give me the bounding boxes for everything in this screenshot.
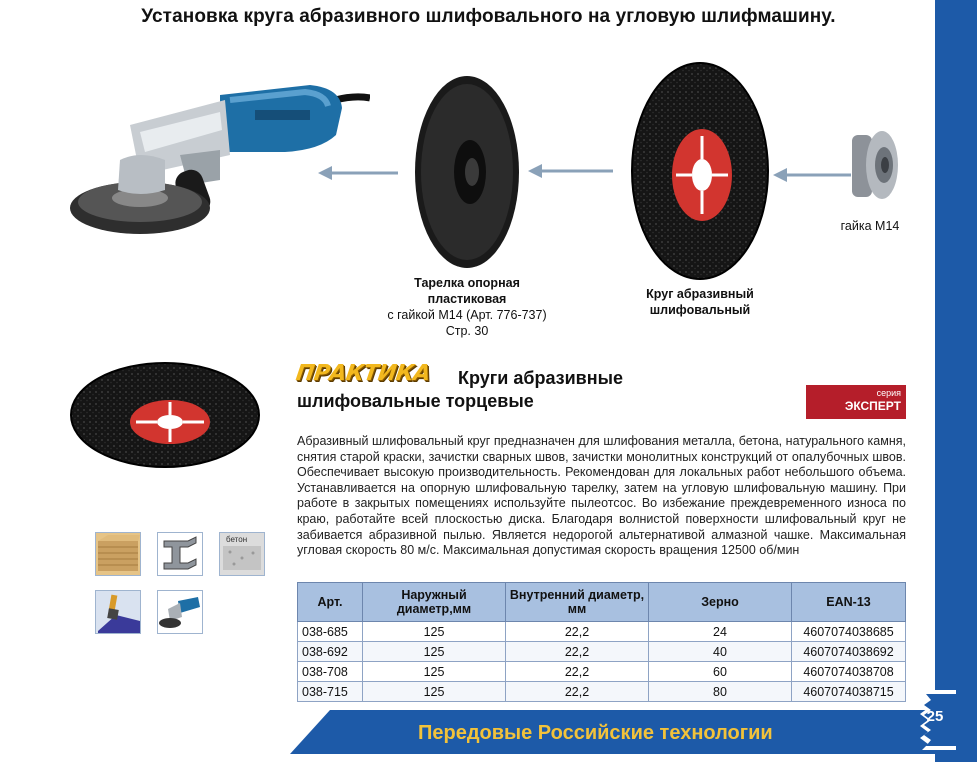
- angle-grinder-image: [70, 60, 370, 245]
- arrow-left-icon: [318, 166, 398, 180]
- concrete-label: бетон: [226, 535, 248, 544]
- wheel-caption-line1: Круг абразивный: [646, 287, 754, 301]
- table-row: [298, 642, 906, 662]
- col-header-ean: EAN-13: [792, 583, 906, 622]
- col-header-outer-diameter: Наружный диаметр,мм: [363, 583, 506, 622]
- nut-caption: гайка М14: [840, 219, 900, 233]
- product-description: Абразивный шлифовальный круг предназначен для шлифования металла, бетона, натурального камня, снятия старой краски, зачистки сварных швов, зачистки монолитных конструкций от опалубочных швов. Обеспечивает высокую производительность. Рекомендован для локальных работ небольшого объема. Устанавливается на опорную шлифовальную тарелку, затем на угловую шлифовальную машину. При работе в закрытых помещениях используйте пылеотсос. Во избежание преждевременного износа по краю, работайте всей плоскостью диска. Благодаря волнистой поверхности шлифовальный круг не забивается абразивной пылью. Является недорогой альтернативой алмазной чашке. Максимальная угловая скорость 80 м/с. Максимальная допустимая скорость вращения 12500 об/мин: [297, 434, 906, 558]
- series-name: ЭКСПЕРТ: [844, 399, 901, 413]
- plate-caption-line1: Тарелка опорная: [414, 276, 520, 290]
- table-row: [298, 622, 906, 642]
- cell-grit: 24: [649, 622, 792, 642]
- plate-caption-line4: Стр. 30: [445, 324, 489, 338]
- plate-caption: [372, 275, 562, 339]
- series-badge: [806, 385, 906, 419]
- cell-art: 038-685: [298, 622, 363, 642]
- col-header-grit: Зерно: [649, 583, 792, 622]
- concrete-material-icon: [219, 532, 265, 576]
- wheel-caption: [625, 286, 775, 318]
- plate-caption-line2: пластиковая: [427, 292, 507, 306]
- cell-outer-diameter: 125: [363, 622, 506, 642]
- brand-logo-text: ПРАКТИКА: [294, 361, 432, 386]
- brand-logo: [296, 361, 430, 386]
- product-wheel-image: [70, 360, 260, 470]
- angle-grinder-icon: [157, 590, 203, 634]
- nut-m14-image: [850, 125, 900, 205]
- abrasive-wheel-image: [630, 60, 770, 282]
- plate-caption-line3: с гайкой М14 (Арт. 776-737): [387, 308, 547, 322]
- footer-slogan: Передовые Российские технологии: [418, 722, 773, 744]
- page-number: 25: [926, 708, 944, 725]
- cell-inner-diameter: 22,2: [506, 642, 649, 662]
- product-title-line1: Круги абразивные: [458, 368, 624, 388]
- cell-ean: 4607074038708: [792, 662, 906, 682]
- cell-grit: 60: [649, 662, 792, 682]
- cell-outer-diameter: 125: [363, 682, 506, 702]
- backing-plate-image: [412, 72, 522, 272]
- spec-table-header: [298, 583, 906, 622]
- cell-outer-diameter: 125: [363, 642, 506, 662]
- series-label: серия: [876, 388, 901, 398]
- col-header-inner-diameter: Внутренний диаметр, мм: [506, 583, 649, 622]
- table-row: [298, 662, 906, 682]
- spec-table: [297, 582, 906, 702]
- cell-inner-diameter: 22,2: [506, 622, 649, 642]
- cell-art: 038-715: [298, 682, 363, 702]
- cell-ean: 4607074038715: [792, 682, 906, 702]
- arrow-left-icon: [528, 164, 613, 178]
- page-number-badge: [914, 690, 956, 750]
- metal-material-icon: [157, 532, 203, 576]
- col-header-art: Арт.: [298, 583, 363, 622]
- cell-ean: 4607074038692: [792, 642, 906, 662]
- cell-inner-diameter: 22,2: [506, 662, 649, 682]
- arrow-left-icon: [773, 168, 851, 182]
- wheel-caption-line2: шлифовальный: [649, 303, 751, 317]
- cell-grit: 40: [649, 642, 792, 662]
- cell-outer-diameter: 125: [363, 662, 506, 682]
- cell-inner-diameter: 22,2: [506, 682, 649, 702]
- wood-material-icon: [95, 532, 141, 576]
- product-title-line2: шлифовальные торцевые: [297, 391, 534, 411]
- right-edge-bar: [935, 0, 977, 762]
- page-title: Установка круга абразивного шлифовального на угловую шлифмашину.: [141, 6, 836, 27]
- cell-art: 038-708: [298, 662, 363, 682]
- cell-ean: 4607074038685: [792, 622, 906, 642]
- cell-grit: 80: [649, 682, 792, 702]
- cell-art: 038-692: [298, 642, 363, 662]
- paint-brush-icon: [95, 590, 141, 634]
- table-row: [298, 682, 906, 702]
